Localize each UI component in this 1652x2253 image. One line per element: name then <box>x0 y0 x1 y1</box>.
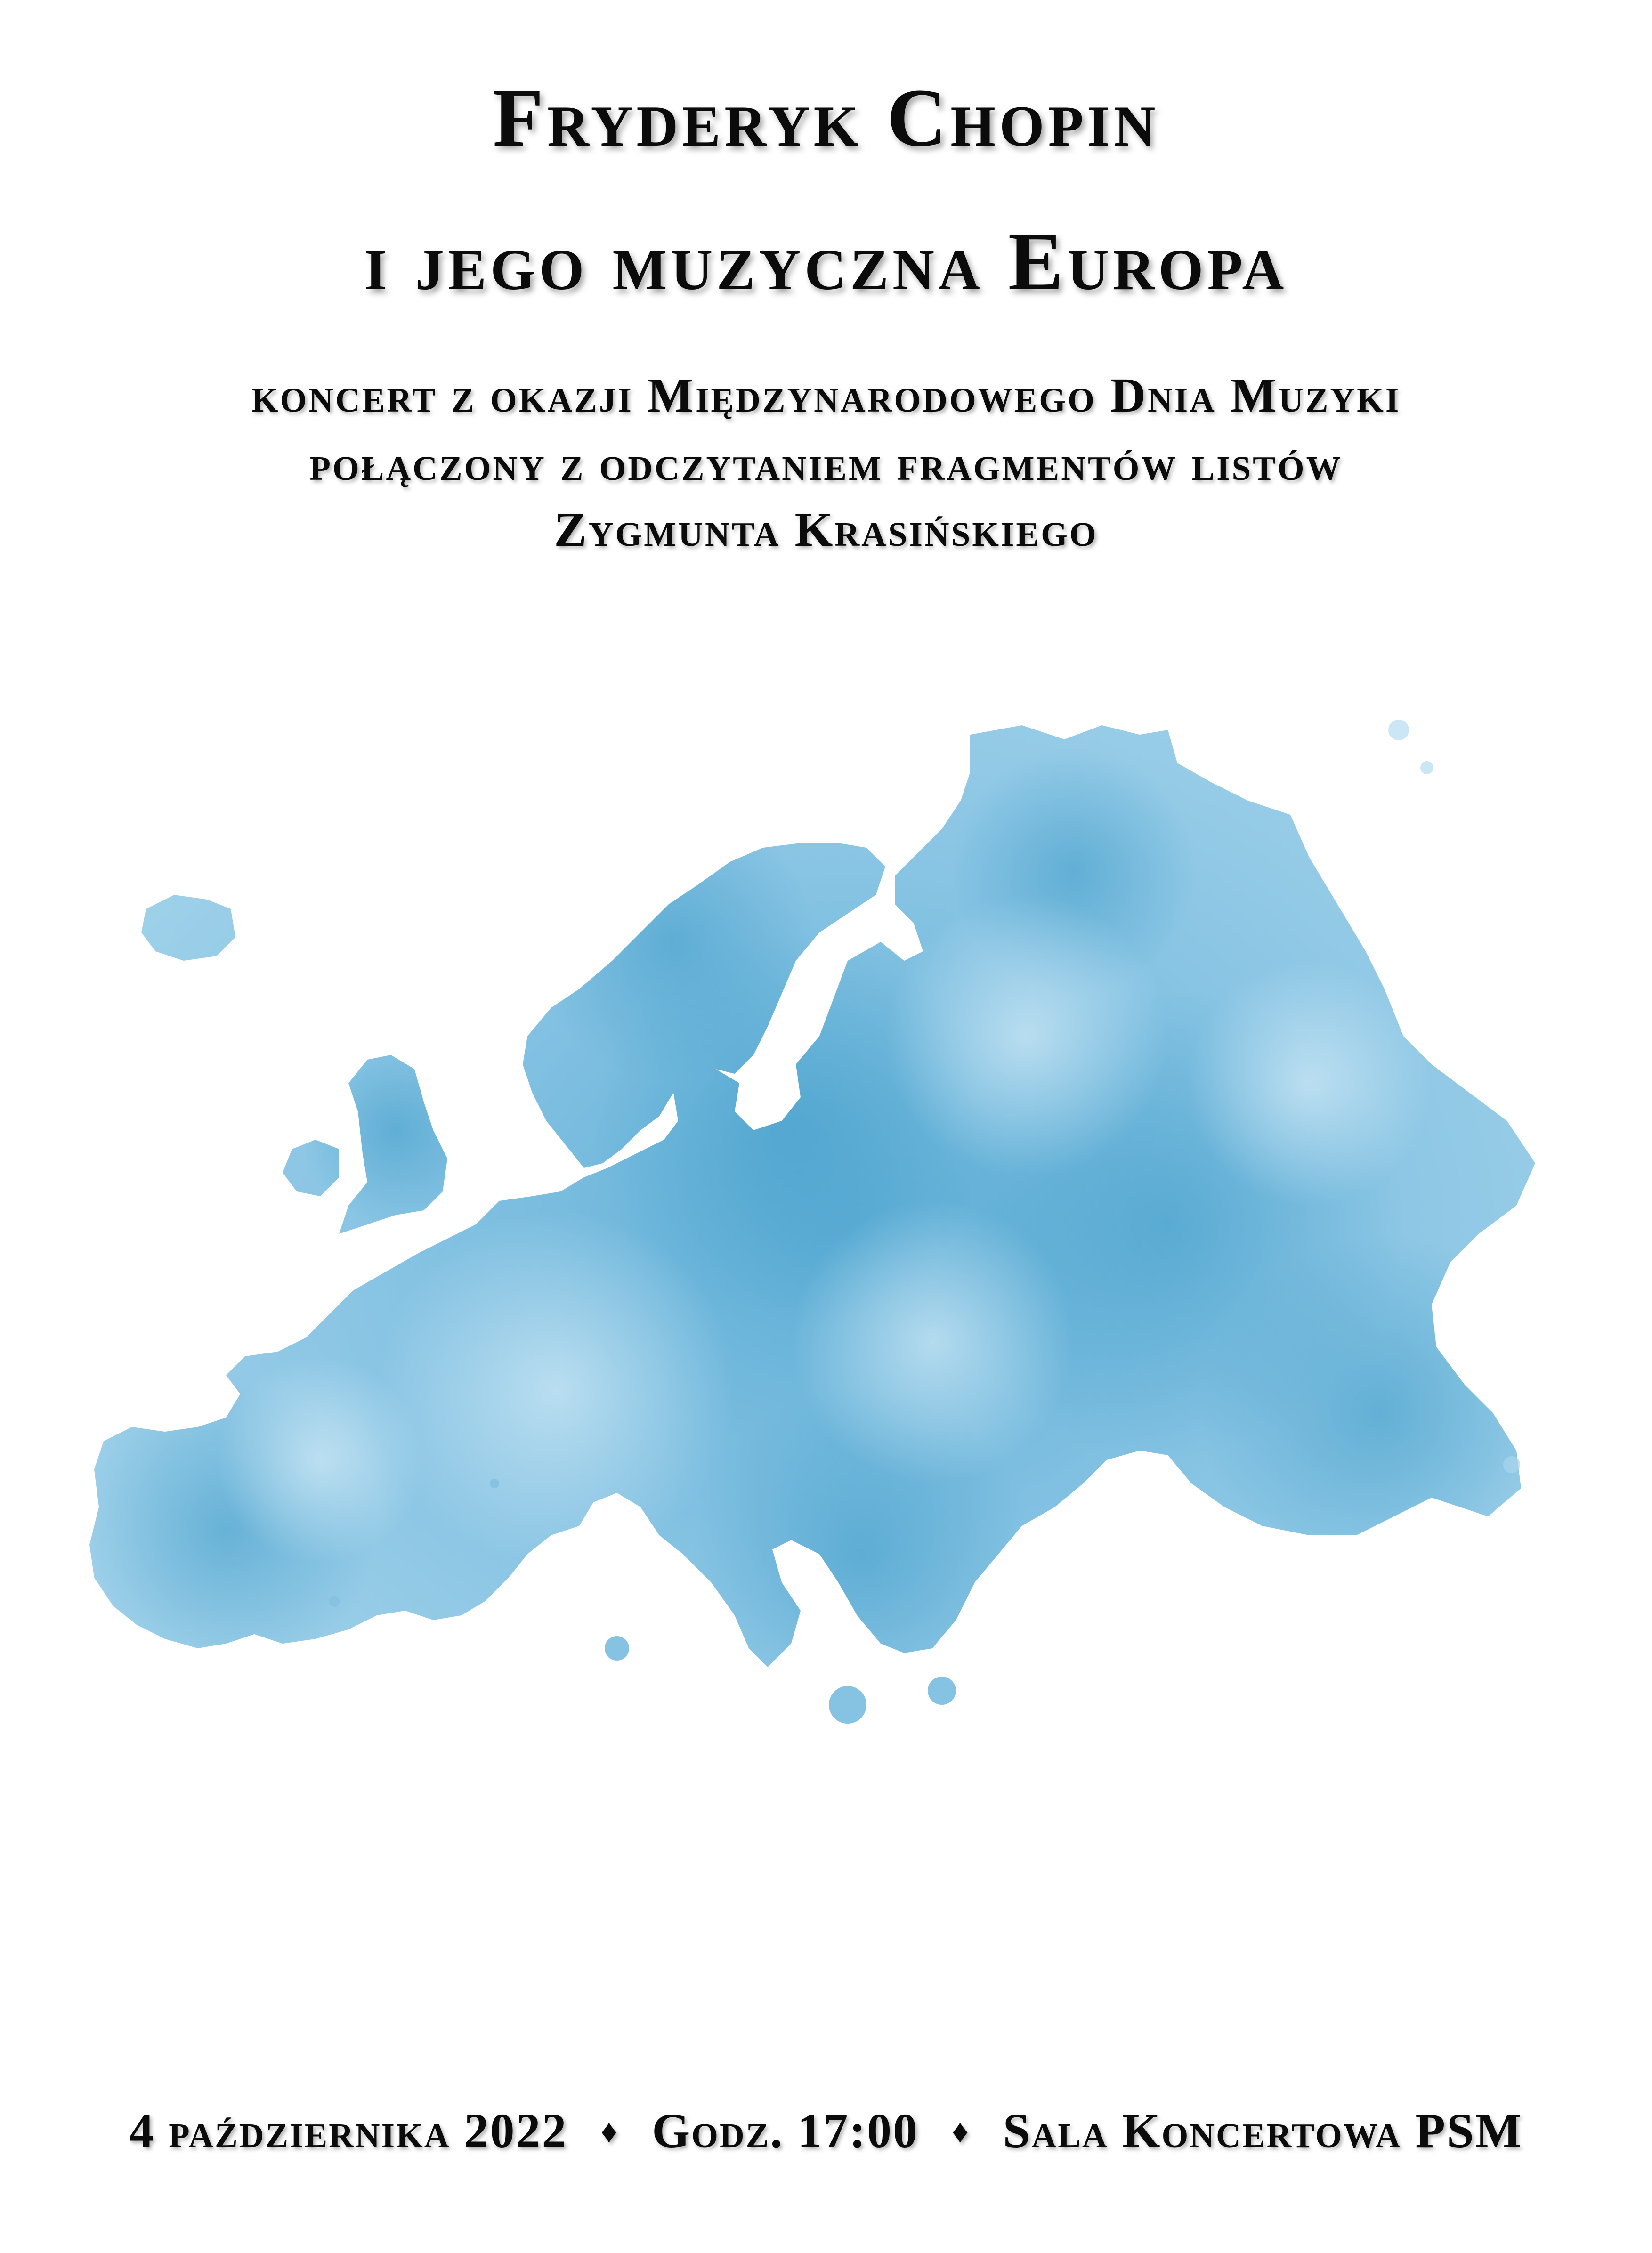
event-date: 4 października 2022 <box>129 2104 568 2158</box>
subtitle-line-1: koncert z okazji Międzynarodowego Dnia Muzyki <box>251 368 1401 422</box>
event-venue: Sala Koncertowa PSM <box>1003 2104 1523 2158</box>
subtitle-line-2: połączony z odczytaniem fragmentów listów <box>309 437 1343 491</box>
poster-title-line-2: i jego muzyczna Europa <box>364 216 1288 308</box>
diamond-separator-icon: ♦ <box>600 2114 619 2150</box>
event-details <box>0 2103 1652 2159</box>
subtitle-line-3: Zygmunta Krasińskiego <box>554 502 1098 557</box>
europe-map-icon <box>85 706 1615 1884</box>
event-time: Godz. 17:00 <box>652 2104 919 2158</box>
diamond-separator-icon: ♦ <box>951 2114 970 2150</box>
poster-title-line-1: Fryderyk Chopin <box>493 72 1159 164</box>
